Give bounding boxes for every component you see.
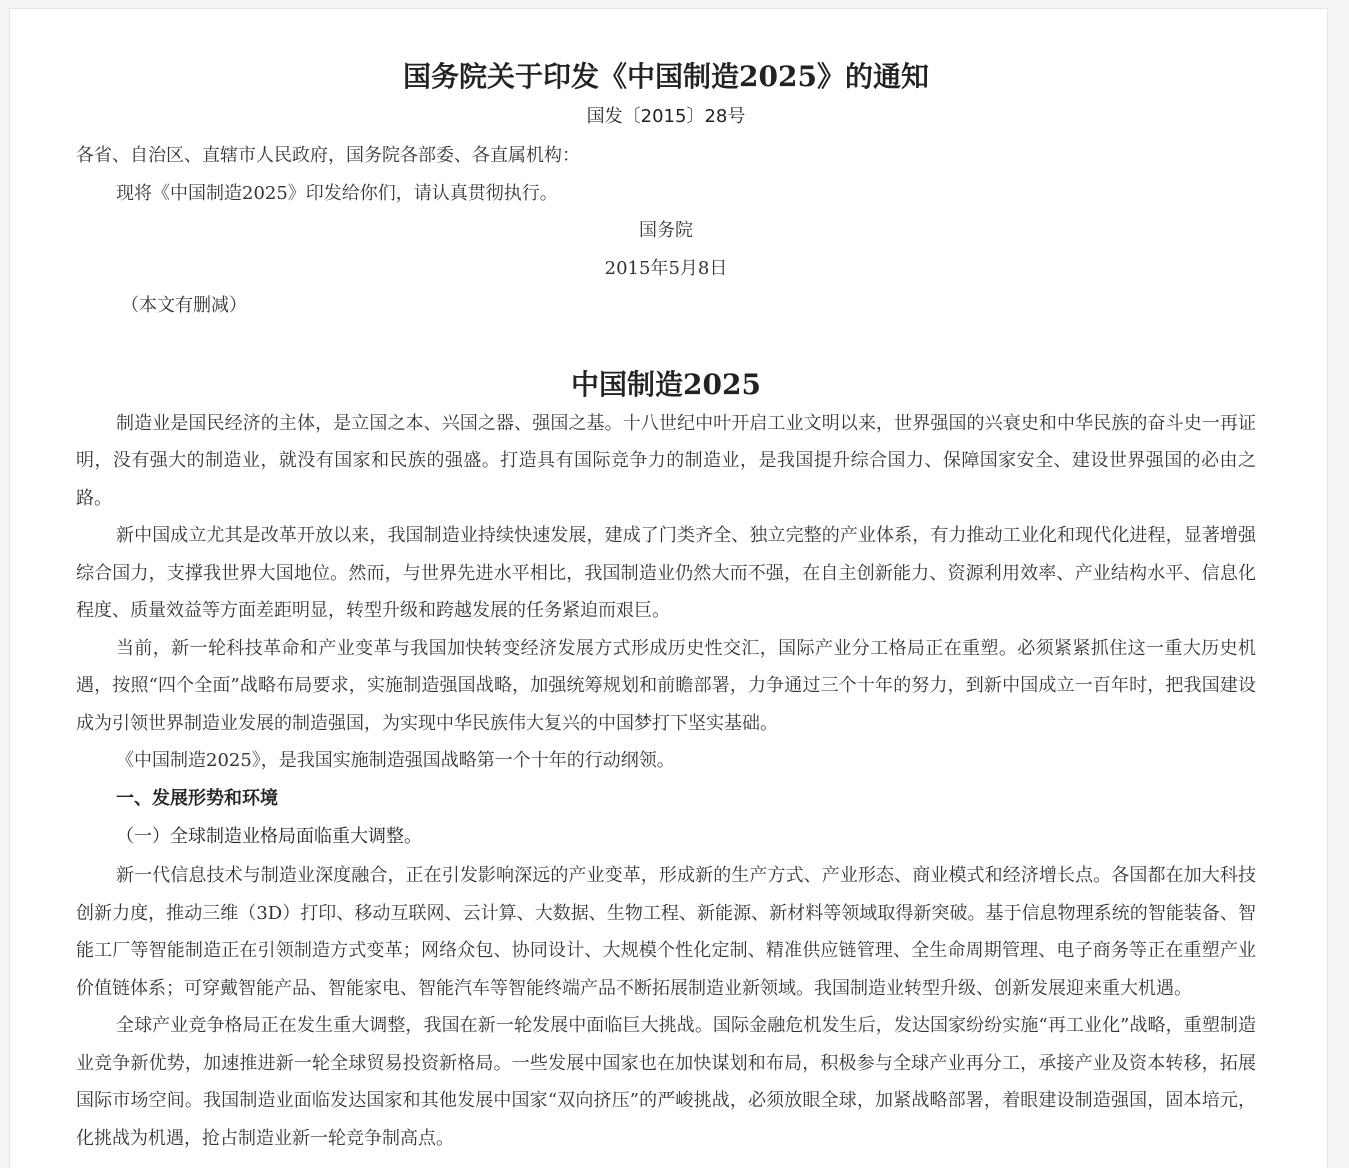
abridged-note: （本文有删减） xyxy=(121,295,247,316)
paragraph-2: 新中国成立尤其是改革开放以来，我国制造业持续快速发展，建成了门类齐全、独立完整的产业体系，有力推动工业化和现代化进程，显著增强综合国力，支撑我世界大国地位。然而，与世界先进水平相比，我国制造业仍然大而不强，在自主创新能力、资源利用效率、产业结构水平、信息化程度、质量效益等方面差距明显，转型升级和跨越发展的任务紧迫而艰巨。 xyxy=(76,525,1256,621)
subsection-heading: （一）全球制造业格局面临重大调整。 xyxy=(116,826,422,847)
paragraph-4: 《中国制造2025》，是我国实施制造强国战略第一个十年的行动纲领。 xyxy=(116,750,675,771)
notice-body: 现将《中国制造2025》印发给你们，请认真贯彻执行。 xyxy=(116,182,558,204)
document-page xyxy=(9,8,1328,1168)
section-heading: 一、发展形势和环境 xyxy=(116,787,278,809)
document-number: 国发〔2015〕28号 xyxy=(586,106,746,127)
notice-title: 国务院关于印发《中国制造2025》的通知 xyxy=(403,60,929,93)
document-content xyxy=(76,9,1256,1157)
paragraph-3: 当前，新一轮科技革命和产业变革与我国加快转变经济发展方式形成历史性交汇，国际产业分工格局正在重塑。必须紧紧抓住这一重大历史机遇，按照“四个全面”战略布局要求，实施制造强国战略，加强统筹规划和前瞻部署，力争通过三个十年的努力，到新中国成立一百年时，把我国建设成为引领世界制造业发展的制造强国，为实现中华民族伟大复兴的中国梦打下坚实基础。 xyxy=(76,637,1256,734)
paragraph-1: 制造业是国民经济的主体，是立国之本、兴国之器、强国之基。十八世纪中叶开启工业文明以来，世界强国的兴衰史和中华民族的奋斗史一再证明，没有强大的制造业，就没有国家和民族的强盛。打造具有国际竞争力的制造业，是我国提升综合国力、保障国家安全、建设世界强国的必由之路。 xyxy=(76,412,1256,509)
document-subtitle: 中国制造2025 xyxy=(571,367,761,401)
section-paragraph-1: 新一代信息技术与制造业深度融合，正在引发影响深远的产业变革，形成新的生产方式、产业形态、商业模式和经济增长点。各国都在加大科技创新力度，推动三维（3D）打印、移动互联网、云计算、大数据、生物工程、新能源、新材料等领域取得新突破。基于信息物理系统的智能装备、智能工厂等智能制造正在引领制造方式变革；网络众包、协同设计、大规模个性化定制、精准供应链管理、全生命周期管理、电子商务等正在重塑产业价值链体系；可穿戴智能产品、智能家电、智能汽车等智能终端产品不断拓展制造业新领域。我国制造业转型升级、创新发展迎来重大机遇。 xyxy=(76,865,1256,999)
issuer-name: 国务院 xyxy=(639,220,693,241)
issue-date: 2015年5月8日 xyxy=(604,257,728,279)
addressee-line: 各省、自治区、直辖市人民政府，国务院各部委、各直属机构： xyxy=(76,145,580,166)
section-paragraph-2: 全球产业竞争格局正在发生重大调整，我国在新一轮发展中面临巨大挑战。国际金融危机发生后，发达国家纷纷实施“再工业化”战略，重塑制造业竞争新优势，加速推进新一轮全球贸易投资新格局。一些发展中国家也在加快谋划和布局，积极参与全球产业再分工，承接产业及资本转移，拓展国际市场空间。我国制造业面临发达国家和其他发展中国家“双向挤压”的严峻挑战，必须放眼全球，加紧战略部署，着眼建设制造强国，固本培元，化挑战为机遇，抢占制造业新一轮竞争制高点。 xyxy=(76,1015,1256,1149)
